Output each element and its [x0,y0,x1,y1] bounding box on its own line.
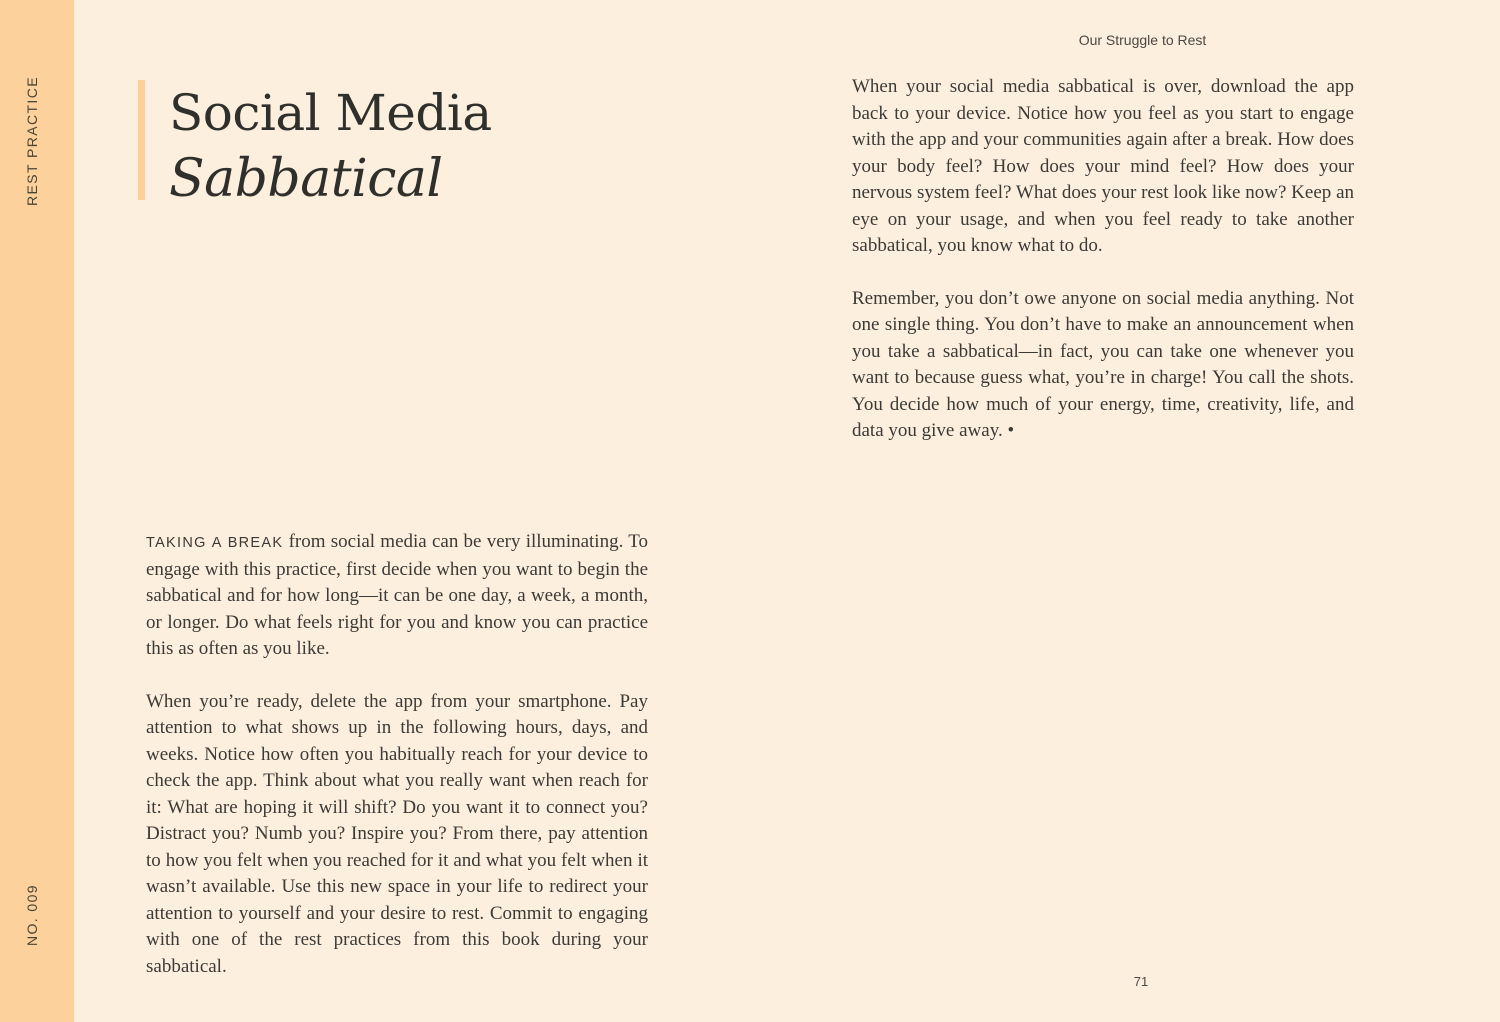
lead-in: TAKING A BREAK [146,535,284,551]
title-line-2: Sabbatical [169,149,443,209]
left-paragraph-2: When you’re ready, delete the app from your smartphone. Pay attention to what shows up in the following hours, days, and weeks. Notice how often you habitually reach for your device to check the app. Think about what you really want when reach for it: What are hoping it will shift? Do you want it to connect you? Distract you? Numb you? Inspire you? From there, pay attention to how you felt when you reached for it and what you felt when it wasn’t available. Use this new space in your life to redirect your attention to yourself and your desire to rest. Commit to engaging with one of the rest practices from this book during your sabbatical. [146,690,648,977]
right-paragraph-1: When your social media sabbatical is over, download the app back to your device. Notice how you feel as you start to engage with the app and your communities again after a break. How does your body feel? How does your mind feel? How does your nervous system feel? What does your rest look like now? Keep an eye on your usage, and when you feel ready to take another sabbatical, you know what to do. [852,76,1354,256]
running-head: Our Struggle to Rest [1078,32,1207,48]
page-title [138,80,492,209]
page-number: 71 [1133,974,1149,989]
title-line-1: Social Media [169,84,492,142]
right-column [852,74,1354,471]
practice-number: NO. 009 [24,884,40,946]
left-paragraph-1-text: from social media can be very illuminating. To engage with this practice, first decide when you want to begin the sabbatical and for how long—it can be one day, a week, a month, or longer. Do what feels right for you and know you can practice this as often as you like. [146,531,649,659]
left-column [146,529,648,1006]
side-band [0,0,74,1022]
section-label: REST PRACTICE [24,76,40,206]
left-paragraph-1 [146,529,648,663]
right-paragraph-2: Remember, you don’t owe anyone on social media anything. Not one single thing. You don’t have to make an announcement when you take a sabbatical—in fact, you can take one whenever you want to because guess what, you’re in charge! You call the shots. You decide how much of your energy, time, creativity, life, and data you give away. • [852,287,1354,441]
